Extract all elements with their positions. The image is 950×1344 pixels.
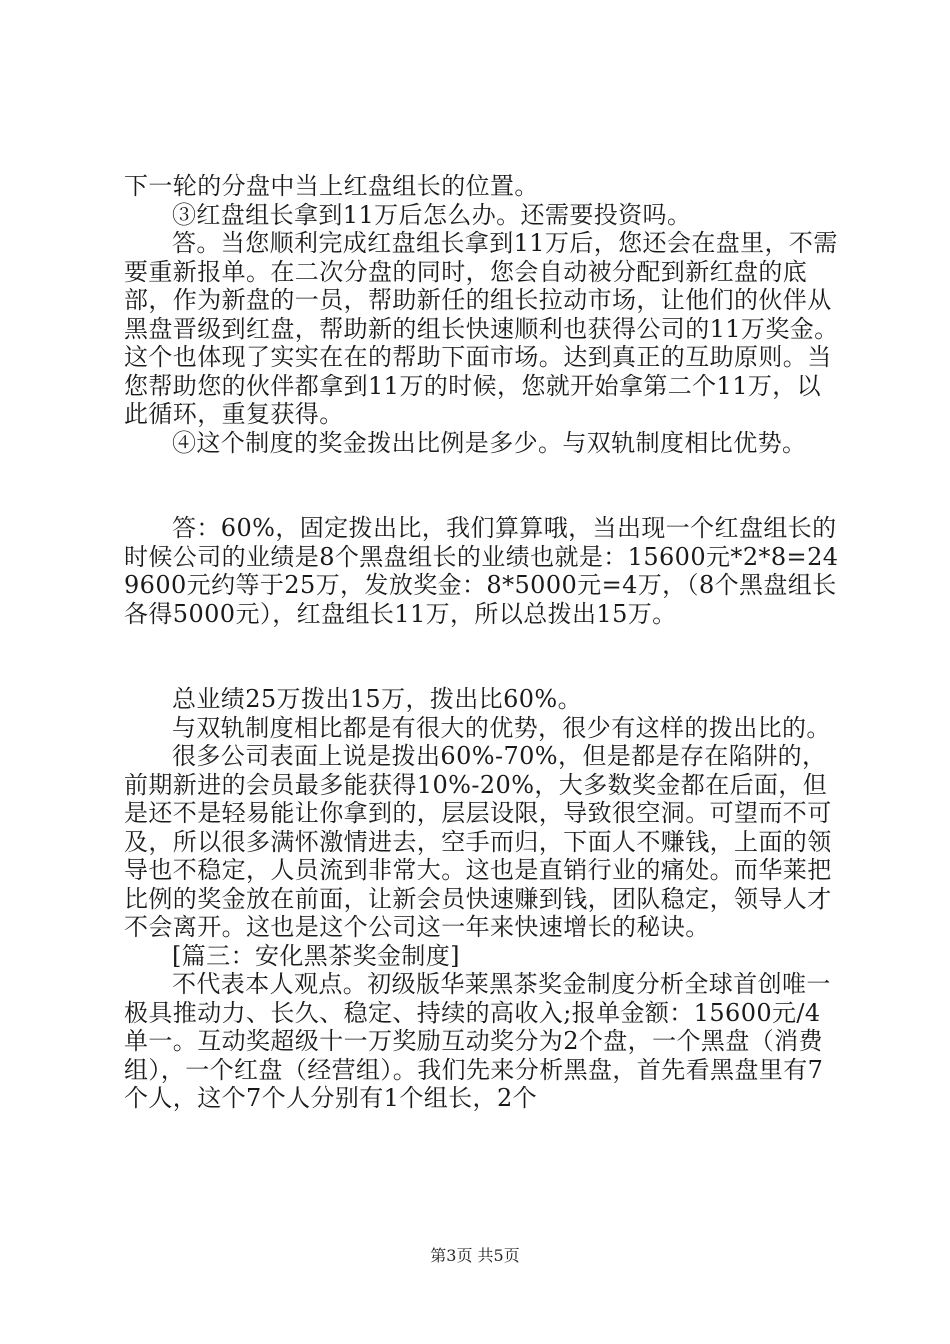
page-number-footer: 第3页 共5页 — [430, 1246, 520, 1265]
section-heading: [篇三：安化黑茶奖金制度] — [172, 941, 460, 970]
section-intro: 不代表本人观点。初级版华莱黑茶奖金制度分析全球首创唯一极具推动力、长久、稳定、持续的高收入;报单金额：15600元/4单一。互动奖超级十一万奖励互动奖分为2个盘，一个黑盘（消费组），一个红盘（经营组）。我们先来分析黑盘，首先看黑盘里有7个人，这个7个人分别有1个组长，2个 — [124, 970, 831, 1112]
document-body — [124, 172, 844, 1113]
paragraph-gap — [124, 457, 844, 514]
comparison-note: 与双轨制度相比都是有很大的优势，很少有这样的拨出比的。 — [172, 713, 831, 742]
answer-3: 答。当您顺利完成红盘组长拿到11万后，您还会在盘里，不需要重新报单。在二次分盘的同时，您会自动被分配到新红盘的底部，作为新盘的一员，帮助新任的组长拉动市场，让他们的伙伴从黑盘晋级到红盘，帮助新的组长快速顺利也获得公司的11万奖金。这个也体现了实实在在的帮助下面市场。达到真正的互助原则。当您帮助您的伙伴都拿到11万的时候，您就开始拿第二个11万，以此循环，重复获得。 — [124, 229, 839, 428]
paragraph-continuation: 下一轮的分盘中当上红盘组长的位置。 — [124, 172, 539, 200]
payout-summary: 总业绩25万拨出15万，拨出比60%。 — [172, 685, 583, 713]
question-3: ③红盘组长拿到11万后怎么办。还需要投资吗。 — [172, 200, 692, 229]
paragraph-gap — [124, 628, 844, 685]
question-4: ④这个制度的奖金拨出比例是多少。与双轨制度相比优势。 — [172, 428, 807, 457]
answer-4: 答：60%，固定拨出比，我们算算哦，当出现一个红盘组长的时候公司的业绩是8个黑盘组长的业绩也就是：15600元*2*8=249600元约等于25万，发放奖金：8*5000元=4万，（8个黑盘组长各得5000元），红盘组长11万，所以总拨出15万。 — [124, 514, 839, 628]
industry-analysis: 很多公司表面上说是拨出60%-70%，但是都是存在陷阱的，前期新进的会员最多能获得10%-20%，大多数奖金都在后面，但是还不是轻易能让你拿到的，层层设限，导致很空洞。可望而不可及，所以很多满怀激情进去，空手而归，下面人不赚钱，上面的领导也不稳定，人员流到非常大。这也是直销行业的痛处。而华莱把比例的奖金放在前面，让新会员快速赚到钱，团队稳定，领导人才不会离开。这也是这个公司这一年来快速增长的秘诀。 — [124, 742, 832, 941]
